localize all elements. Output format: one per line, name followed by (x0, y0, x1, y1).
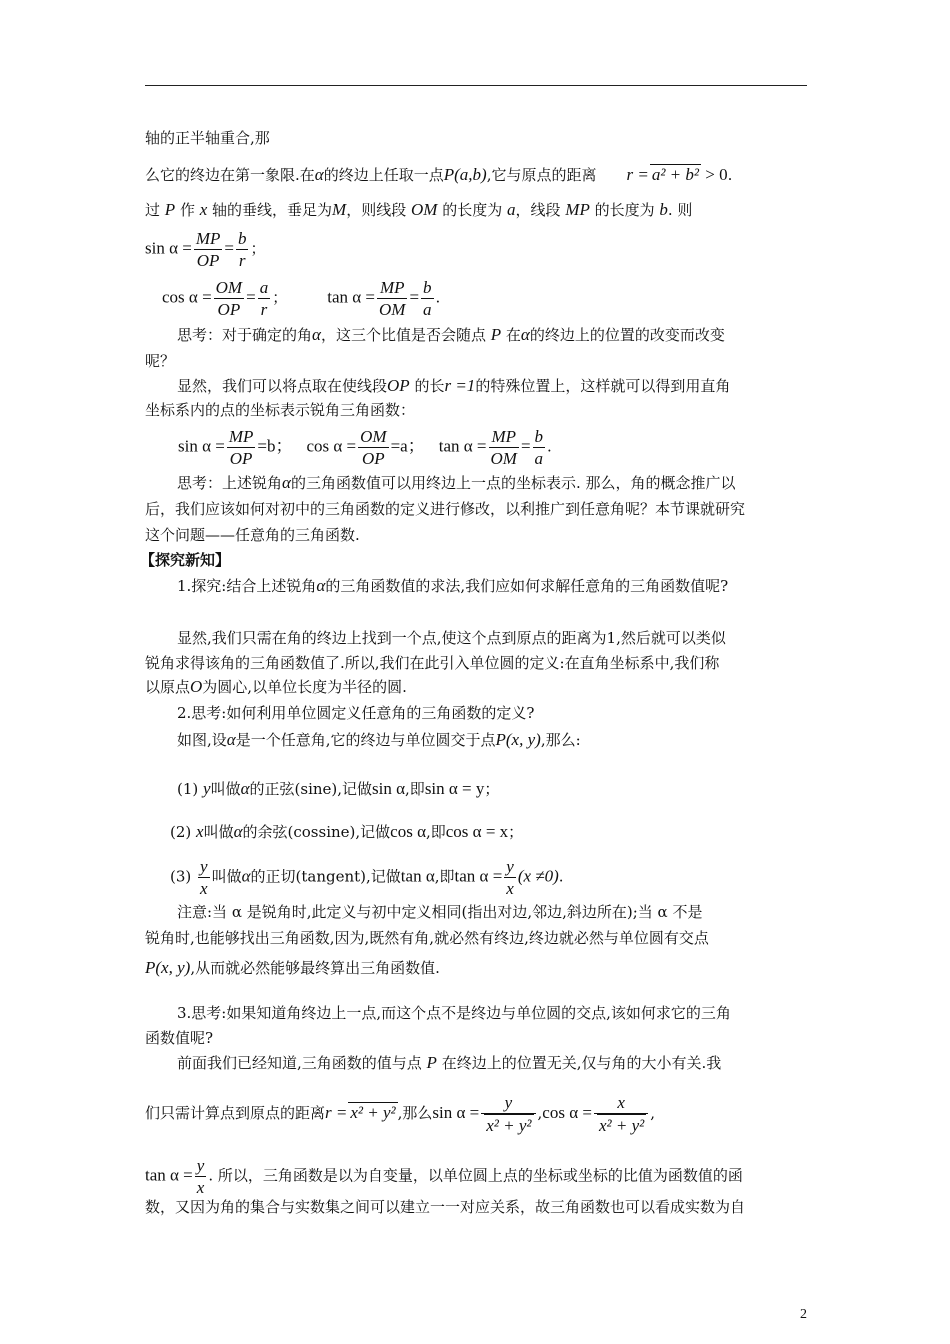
math-tan: tan α (400, 866, 435, 886)
text: 前面我们已经知道,三角函数的值与点 (177, 1054, 427, 1072)
text-line (177, 325, 725, 345)
denominator: r (236, 249, 249, 271)
text: . 则 (667, 201, 693, 219)
header-rule (145, 85, 807, 86)
text: . (727, 166, 733, 184)
math-rhs: =b； (257, 436, 293, 456)
text: 的终边上任取一点 (323, 166, 444, 184)
text-line: 后，我们应该如何对初中的三角函数的定义进行修改，以利推广到任意角呢？本节课就研究 (145, 500, 746, 518)
text-line: 显然,我们只需在角的终边上找到一个点,使这个点到原点的距离为1,然后就可以类似 (177, 629, 726, 647)
text: 叫做 (203, 823, 234, 841)
text: 以原点 (145, 678, 191, 696)
denominator: a (534, 449, 544, 468)
text: 的长度为 (589, 201, 660, 219)
text: 是一个任意角,它的终边与单位圆交于点 (235, 731, 496, 749)
fraction (377, 277, 407, 320)
denominator (481, 1113, 535, 1136)
text: 轴的垂线，垂足为 (207, 201, 333, 219)
math-x: x (199, 200, 208, 219)
math-lhs: sin α = (178, 436, 225, 456)
text: (2) (170, 823, 197, 841)
math-r: r =1 (444, 376, 476, 395)
math-eq: = (520, 436, 531, 456)
denominator: a (423, 300, 432, 319)
radicand: x² + y² (486, 1116, 532, 1135)
math-o: O (190, 677, 203, 696)
fraction (594, 1092, 648, 1136)
fraction (481, 1092, 535, 1136)
fraction (236, 228, 249, 271)
text: 的终边上的位置的改变而改变 (529, 326, 725, 344)
text: ,即 (425, 823, 446, 841)
fraction (258, 277, 271, 320)
text: . (435, 288, 441, 307)
definition-sine (177, 779, 499, 799)
denominator: OP (214, 298, 244, 320)
denominator: x (200, 879, 208, 898)
fraction (533, 426, 546, 469)
text-line: 锐角求得该角的三角函数值了.所以,我们在此引入单位圆的定义:在直角坐标系中,我们称 (145, 654, 720, 672)
math-alpha: α (226, 730, 236, 749)
text-line: 2.思考:如何利用单位圆定义任意角的三角函数的定义? (177, 704, 535, 722)
math-mp: MP (565, 200, 590, 219)
text: 显然，我们可以将点取在使线段 (177, 377, 388, 395)
text-line: 注意:当 α 是锐角时,此定义与初中定义相同(指出对边,邻边,斜边所在);当 α 不是 (177, 903, 703, 921)
math-alpha: α (241, 866, 251, 886)
text-line (177, 1053, 721, 1073)
fraction (194, 228, 223, 271)
math-condition: (x ≠0) (517, 866, 559, 886)
text: ； (508, 823, 524, 841)
numerator: b (423, 278, 432, 297)
denominator: OM (378, 300, 406, 319)
numerator: y (196, 1156, 205, 1175)
numerator: x (617, 1093, 625, 1112)
numerator: MP (195, 229, 221, 248)
math-lhs: tan α = (327, 287, 375, 307)
text: 么它的终边在第一象限.在 (145, 166, 315, 184)
text: ,那么: (540, 731, 581, 749)
text: 叫做 (211, 867, 242, 886)
text-line (145, 200, 692, 220)
numerator: MP (228, 427, 254, 446)
text: (1) (177, 780, 204, 798)
math-lhs: cos α = (162, 287, 212, 307)
math-lhs: tan α = (145, 1165, 193, 1185)
fraction (504, 856, 516, 899)
numerator: b (534, 427, 544, 446)
text: 的长度为 (437, 201, 507, 219)
fraction (421, 277, 434, 320)
text: 的正切(tangent),记做 (250, 867, 401, 886)
text: (3) (170, 867, 197, 886)
numerator: y (506, 857, 514, 876)
text: . (547, 437, 552, 456)
text-line (177, 473, 736, 493)
math-a: a (507, 200, 516, 219)
math-rhs: =a； (390, 436, 425, 456)
text-line: 这个问题——任意角的三角函数. (145, 526, 360, 544)
formula-line (145, 1092, 655, 1136)
text: 1.探究:结合上述锐角 (177, 577, 317, 595)
formula-sin (145, 228, 266, 271)
text-line: 锐角时,也能够找出三角函数,因为,既然有角,就必然有终边,终边就必然与单位圆有交点 (145, 929, 709, 947)
denominator: r (258, 298, 271, 320)
math-point: P(a,b) (443, 165, 487, 184)
text: ，这三个比值是否会随点 (320, 326, 491, 344)
numerator: OM (360, 427, 387, 446)
math-lhs: tan α = (438, 436, 487, 456)
math-cos: cos α (390, 822, 426, 841)
math-sin: sin α (372, 779, 406, 798)
radicand: x² + y² (598, 1116, 645, 1135)
text: 如图,设 (177, 731, 227, 749)
math-alpha: α (314, 165, 324, 184)
text-line: 呢？ (145, 352, 176, 370)
text-line (145, 958, 440, 978)
text: 的特殊位置上，这样就可以得到用直角 (475, 377, 731, 395)
math-eq: = (224, 238, 234, 258)
text: ,即 (405, 780, 425, 798)
text: ； (272, 288, 288, 307)
math-b: b (659, 200, 668, 219)
sqrt (597, 1114, 646, 1136)
text: 的长 (409, 377, 445, 395)
section-heading: 【探究新知】 (140, 551, 231, 569)
text: ,那么 (397, 1104, 433, 1122)
math-point: P(x, y) (495, 730, 541, 749)
math-lhs: sin α = (145, 238, 192, 258)
numerator: OM (215, 278, 243, 297)
fraction (214, 277, 244, 320)
math-eq: = (409, 287, 420, 307)
math-eq: = (246, 287, 256, 307)
text: 们只需计算点到原点的距离 (145, 1104, 326, 1122)
math-eq: tan α = (454, 866, 503, 886)
denominator: x (196, 1178, 205, 1197)
math-alpha: α (520, 325, 530, 344)
text: , (537, 1104, 543, 1122)
text: . 所以，三角函数是以为自变量，以单位圆上点的坐标或坐标的比值为函数值的函 (208, 1166, 743, 1185)
fraction (358, 426, 388, 469)
math-om: OM (411, 200, 438, 219)
math-alpha: α (233, 822, 243, 841)
text: ； (484, 780, 500, 798)
text-line (177, 376, 730, 396)
definition-tangent (170, 856, 564, 899)
text-line: 数，又因为角的集合与实数集之间可以建立一一对应关系，故三角函数也可以看成实数为自 (145, 1198, 746, 1216)
math-point: P(x, y) (145, 958, 191, 977)
text-line: 3.思考:如果知道角终边上一点,而这个点不是终边与单位圆的交点,该如何求它的三角 (177, 1004, 731, 1022)
text: 的三角函数值可以用终边上一点的坐标表示. 那么，角的概念推广以 (290, 474, 736, 492)
text: 的正弦(sine),记做 (249, 780, 373, 798)
formula-cos-tan (162, 277, 440, 320)
fraction (227, 426, 256, 469)
math-p: P (426, 1053, 437, 1072)
numerator: MP (491, 427, 516, 446)
math-r: r = (626, 165, 649, 184)
text-line (177, 730, 581, 750)
text: 作 (175, 201, 200, 219)
text-line (177, 576, 728, 596)
denominator: OP (358, 447, 388, 469)
numerator: y (504, 1093, 513, 1112)
math-gt: > 0 (701, 165, 728, 184)
text-line: 坐标系内的点的坐标表示锐角三角函数： (145, 401, 416, 419)
text-line (145, 164, 732, 185)
radicand: a² + b² (651, 165, 699, 184)
text: ,它与原点的距离 (486, 166, 597, 184)
text: 过 (145, 201, 165, 219)
text: ,即 (434, 867, 455, 886)
text-line: 函数值呢? (145, 1029, 214, 1047)
text: 的三角函数值的求法,我们应如何求解任意角的三角函数值呢? (325, 577, 729, 595)
denominator: x (506, 879, 514, 898)
text: ，线段 (515, 201, 566, 219)
text: 叫做 (210, 780, 241, 798)
math-p: P (490, 325, 502, 344)
text: . (558, 867, 564, 886)
sqrt (484, 1114, 533, 1136)
text: , (650, 1104, 655, 1122)
numerator: y (200, 857, 208, 876)
page-number: 2 (800, 1307, 807, 1322)
numerator: b (237, 229, 247, 248)
text: 的余弦(cossine),记做 (242, 823, 391, 841)
math-eq: cos α = x (445, 822, 509, 841)
radicand: x² + y² (350, 1103, 396, 1122)
denominator: OM (490, 449, 517, 468)
math-lhs: cos α = (306, 436, 357, 456)
text: ,从而就必然能够最终算出三角函数值. (190, 959, 440, 977)
text-line: 轴的正半轴重合,那 (145, 129, 270, 147)
numerator: a (259, 278, 269, 297)
text: 在终边上的位置无关,仅与角的大小有关.我 (436, 1054, 722, 1072)
sqrt (348, 1102, 397, 1123)
denominator (594, 1113, 648, 1136)
fraction (198, 856, 210, 899)
fraction (489, 426, 519, 469)
formula-line (145, 1155, 743, 1198)
math-p: P (164, 200, 176, 219)
denominator: OP (194, 249, 223, 271)
math-eq: sin α = y (424, 779, 485, 798)
sqrt (650, 164, 701, 185)
math-alpha: α (282, 473, 291, 492)
text: 思考：上述锐角 (177, 474, 283, 492)
formula-row (178, 426, 552, 469)
math-alpha: α (316, 576, 326, 595)
math-r: r = (325, 1103, 348, 1122)
text-line (145, 677, 407, 697)
text: ，则线段 (346, 201, 411, 219)
math-x: x (196, 822, 204, 841)
text: 思考：对于确定的角 (177, 326, 313, 344)
numerator: MP (379, 278, 405, 297)
fraction (195, 1155, 207, 1198)
math-op: OP (387, 376, 410, 395)
definition-cosine (170, 822, 523, 842)
text: 在 (501, 326, 521, 344)
math-lhs: sin α = (432, 1103, 480, 1122)
math-y: y (203, 779, 211, 798)
text: 为圆心,以单位长度为半径的圆. (202, 678, 407, 696)
denominator: OP (227, 447, 256, 469)
math-lhs: cos α = (542, 1103, 592, 1122)
text: ； (250, 239, 266, 258)
math-alpha: α (240, 779, 250, 798)
math-m: M (332, 200, 347, 219)
math-alpha: α (312, 325, 321, 344)
